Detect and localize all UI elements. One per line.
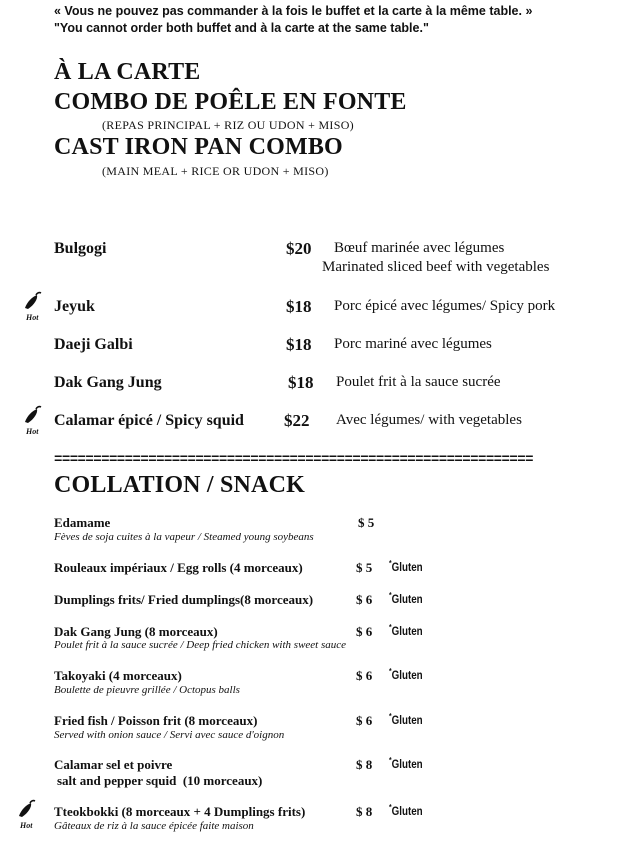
snack-item-price: $ 5 <box>358 515 375 530</box>
snack-title: COLLATION / SNACK <box>54 472 305 498</box>
snack-item-price: $ 6 <box>356 592 373 607</box>
combo-item-name: Jeyuk <box>54 298 95 315</box>
hot-label: Hot <box>20 821 33 830</box>
snack-item-desc: salt and pepper squid (10 morceaux) <box>57 773 263 788</box>
snack-item-desc: Gâteaux de riz à la sauce épicée faite maison <box>54 820 254 832</box>
snack-item-name: Dumplings frits/ Fried dumplings(8 morceaux) <box>54 592 314 607</box>
combo-item-desc: Porc mariné avec légumes <box>334 336 492 352</box>
notice-english: "You cannot order both buffet and à la carte at the same table." <box>54 21 429 35</box>
combo-item-price: $20 <box>286 239 312 258</box>
combo-item-price: $22 <box>284 411 310 430</box>
snack-item-name: Calamar sel et poivre <box>54 757 173 772</box>
gluten-badge: *Gluten <box>389 712 423 727</box>
gluten-badge: *Gluten <box>389 803 423 818</box>
snack-item-price: $ 8 <box>356 757 373 772</box>
combo-item-price: $18 <box>288 373 314 392</box>
gluten-badge: *Gluten <box>389 591 423 606</box>
snack-item-desc: Served with onion sauce / Servi avec sauce d'oignon <box>54 729 285 741</box>
combo-item-desc: Avec légumes/ with vegetables <box>336 412 522 428</box>
snack-item-price: $ 6 <box>356 668 373 683</box>
combo-item-price: $18 <box>286 335 312 354</box>
snack-item-name: Takoyaki (4 morceaux) <box>54 668 182 683</box>
combo-title-fr: COMBO DE POÊLE EN FONTE <box>54 89 407 115</box>
combo-item-name: Dak Gang Jung <box>54 374 162 391</box>
combo-item-name: Calamar épicé / Spicy squid <box>54 412 244 429</box>
gluten-badge: *Gluten <box>389 623 423 638</box>
snack-item-name: Fried fish / Poisson frit (8 morceaux) <box>54 713 258 728</box>
snack-item-name: Dak Gang Jung (8 morceaux) <box>54 624 218 639</box>
combo-item-desc: Poulet frit à la sauce sucrée <box>336 374 501 390</box>
gluten-badge: *Gluten <box>389 756 423 771</box>
hot-label: Hot <box>26 427 39 436</box>
snack-item-desc: Boulette de pieuvre grillée / Octopus balls <box>54 684 240 696</box>
snack-item-name: Tteokbokki (8 morceaux + 4 Dumplings frits) <box>54 804 306 819</box>
snack-item-desc: Fèves de soja cuites à la vapeur / Steamed young soybeans <box>54 531 314 543</box>
snack-item-price: $ 5 <box>356 560 373 575</box>
snack-item-desc: Poulet frit à la sauce sucrée / Deep fried chicken with sweet sauce <box>54 639 347 651</box>
combo-subtitle-fr: (REPAS PRINCIPAL + RIZ OU UDON + MISO) <box>102 118 354 132</box>
snack-item-price: $ 6 <box>356 624 373 639</box>
combo-item-price: $18 <box>286 297 312 316</box>
combo-item-desc: Porc épicé avec légumes/ Spicy pork <box>334 298 556 314</box>
snack-item-price: $ 6 <box>356 713 373 728</box>
combo-item-desc-en: Marinated sliced beef with vegetables <box>322 259 550 275</box>
combo-item-name: Daeji Galbi <box>54 336 133 353</box>
notice-french: « Vous ne pouvez pas commander à la fois le buffet et la carte à la même table. » <box>54 4 533 18</box>
snack-item-name: Edamame <box>54 515 111 530</box>
gluten-badge: *Gluten <box>389 559 423 574</box>
combo-title-en: CAST IRON PAN COMBO <box>54 134 343 160</box>
hot-label: Hot <box>26 313 39 322</box>
alacarte-title: À LA CARTE <box>54 59 201 85</box>
snack-item-price: $ 8 <box>356 804 373 819</box>
combo-item-name: Bulgogi <box>54 240 107 257</box>
combo-subtitle-en: (MAIN MEAL + RICE OR UDON + MISO) <box>102 164 329 178</box>
combo-item-desc: Bœuf marinée avec légumes <box>334 240 505 256</box>
gluten-badge: *Gluten <box>389 667 423 682</box>
section-divider: ============================================================= <box>54 452 533 468</box>
snack-item-name: Rouleaux impériaux / Egg rolls (4 morceaux) <box>54 560 303 575</box>
